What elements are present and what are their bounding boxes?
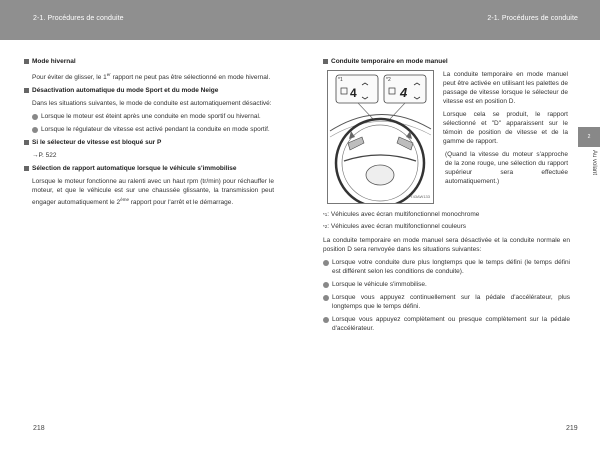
list-item: Lorsque le moteur est éteint après une conduite en mode sportif ou hivernal. — [24, 112, 274, 121]
bullet-dot-icon — [32, 127, 38, 133]
auto-gear-selection-heading: Sélection de rapport automatique lorsque le véhicule s'immobilise — [24, 164, 274, 173]
chapter-label: Au volant — [591, 150, 597, 176]
page-number-left: 218 — [33, 425, 45, 432]
square-bullet-icon — [24, 140, 29, 145]
paddle-shifter-illustration — [327, 70, 434, 204]
list-item: Lorsque le véhicule s'immobilise. — [323, 280, 570, 289]
left-column — [24, 57, 274, 211]
page-reference-link[interactable]: →P. 522 — [32, 152, 57, 160]
list-item: Lorsque le régulateur de vitesse est activé pendant la conduite en mode sportif. — [24, 125, 274, 134]
manual-mode-cancel-text: La conduite temporaire en mode manuel sera désactivée et la conduite normale en position D sera renvoyée dans les situations suivantes: — [323, 237, 570, 253]
auto-deactivation-heading: Désactivation automatique du mode Sport et du mode Neige — [24, 86, 274, 95]
gear-readout-1: 4 — [350, 86, 357, 100]
figure-description: La conduite temporaire en mode manuel peut être activée en utilisant les palettes de passage de vitesse lorsque le sélecteur de vitesse est en position D. Lorsque cela se produit, le rapport sélectionné et "D" apparaissent sur le témoin de position de vitesse et de la gamme de rapport. (Quand la vitesse du moteur s'approche de la zone rouge, une sélection du rapport supérieur sera effectuée automatiquement.) — [443, 71, 568, 185]
marker-2: *2 — [386, 77, 391, 83]
gear-readout-2: 4 — [400, 85, 408, 100]
square-bullet-icon — [323, 59, 328, 64]
right-paddle-icon — [397, 137, 413, 150]
bullet-dot-icon — [323, 295, 329, 301]
square-bullet-icon — [24, 59, 29, 64]
page-number-right: 219 — [566, 425, 578, 432]
steering-wheel-illustration — [328, 71, 433, 203]
header-title-right: 2-1. Procédures de conduite — [487, 15, 578, 22]
bullet-dot-icon — [32, 114, 38, 120]
list-item: Lorsque votre conduite dure plus longtemps que le temps défini (le temps défini est différent selon les conditions de conduite). — [323, 258, 570, 276]
chapter-tab[interactable]: 2 — [578, 127, 600, 147]
figure-code: ITY43AW133 — [406, 194, 430, 199]
winter-mode-heading: Mode hivernal — [24, 57, 274, 66]
header-title-left: 2-1. Procédures de conduite — [33, 15, 124, 22]
header-bar-right — [300, 0, 600, 40]
shifter-stuck-heading: Si le sélecteur de vitesse est bloqué sur P — [24, 138, 274, 147]
winter-mode-text: Pour éviter de glisser, le 1er rapport ne peut pas être sélectionné en mode hivernal. — [32, 72, 271, 82]
manual-mode-heading: Conduite temporaire en mode manuel — [323, 57, 570, 66]
bullet-dot-icon — [323, 260, 329, 266]
bullet-dot-icon — [323, 317, 329, 323]
header-bar-left — [0, 0, 300, 40]
square-bullet-icon — [24, 166, 29, 171]
bullet-dot-icon — [323, 282, 329, 288]
right-column — [323, 57, 570, 337]
marker-1: *1 — [338, 77, 343, 83]
footnote-1: *1 : Véhicules avec écran multifonctionnel monochrome — [323, 211, 480, 218]
square-bullet-icon — [24, 88, 29, 93]
list-item: Lorsque vous appuyez complètement ou presque complètement sur la pédale d'accélérateur. — [323, 315, 570, 333]
auto-deactivation-text: Dans les situations suivantes, le mode de conduite est automatiquement désactivé: — [32, 100, 272, 108]
list-item: Lorsque vous appuyez continuellement sur la pédale d'accélérateur, plus longtemps que le temps défini. — [323, 293, 570, 311]
auto-gear-selection-text: Lorsque le moteur fonctionne au ralenti avec un haut rpm (tr/min) pour réchauffer le moteur, et que le véhicule est sur une chaussée glissante, la transmission peut engager automatiquement le 2ème rapport pour l'arrêt et le démarrage. — [32, 178, 274, 207]
footnote-2: *2 : Véhicules avec écran multifonctionnel couleurs — [323, 223, 467, 230]
